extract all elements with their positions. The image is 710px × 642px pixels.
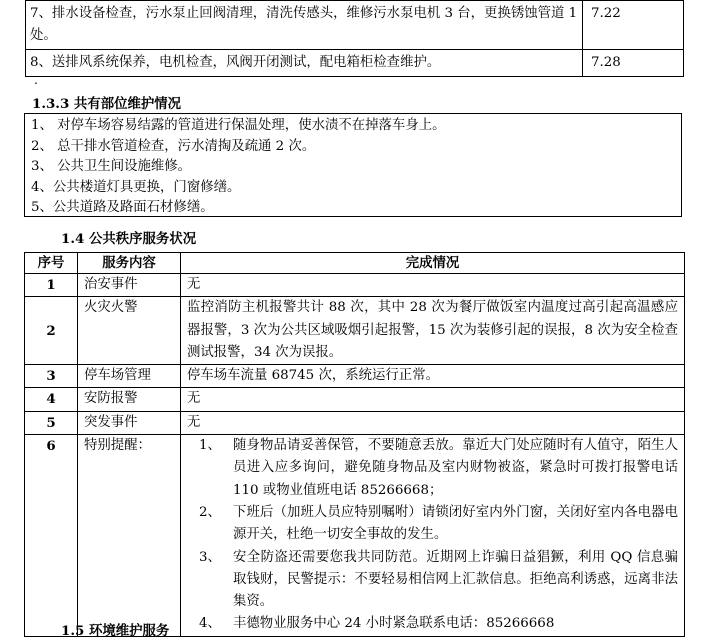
reminder-number: 3、 <box>199 549 221 565</box>
row-number: 1 <box>25 274 78 297</box>
public-order-service-table <box>24 252 685 637</box>
reminder-text: 随身物品请妥善保管，不要随意丢放。靠近大门处应随时有人值守，陌生人员进入应多询问，避免随身物品及室内财物被盗，紧急时可拨打报警电话 110 或物业值班电话 85266668； <box>233 438 678 498</box>
reminder-item <box>187 613 678 635</box>
row-number: 4 <box>25 388 78 411</box>
section-heading-1-3-3: 1.3.3 共有部位维护情况 <box>32 96 182 112</box>
section-heading-1-5: 1.5 环境维护服务 <box>61 623 170 639</box>
reminder-number: 4、 <box>199 616 221 632</box>
table-row <box>25 365 685 388</box>
list-item: 5、公共道路及路面石材修缮。 <box>31 200 214 216</box>
reminder-number: 1、 <box>199 438 221 454</box>
list-item: 4、公共楼道灯具更换，门窗修缮。 <box>31 179 241 195</box>
service-item: 火灾火警 <box>78 297 181 365</box>
row-number: 5 <box>25 411 78 434</box>
date-cell: 7.28 <box>583 50 684 77</box>
reminder-item <box>187 435 678 502</box>
stray-dot: . <box>34 73 38 87</box>
date-cell: 7.22 <box>583 1 684 50</box>
row-number: 3 <box>25 365 78 388</box>
row-number: 6 <box>25 435 78 637</box>
table-row <box>26 50 684 77</box>
result-cell: 停车场车流量 68745 次，系统运行正常。 <box>181 365 685 388</box>
table-row <box>25 411 685 434</box>
reminders-cell <box>181 435 685 637</box>
task-cell: 7、排水设备检查，污水泵止回阀清理，清洗传感头，维修污水泵电机 3 台，更换锈蚀管道 1 处。 <box>26 1 583 50</box>
table-header-row <box>25 253 685 274</box>
table-row <box>25 274 685 297</box>
result-cell: 监控消防主机报警共计 88 次，其中 28 次为餐厅做饭室内温度过高引起高温感应器报警，3 次为公共区域吸烟引起报警，15 次为装修引起的误报，8 次为安全检查测试报警，34 次为误报。 <box>181 297 685 365</box>
list-item: 2、 总干排水管道检查，污水清掏及疏通 2 次。 <box>31 138 316 154</box>
list-item: 3、 公共卫生间设施维修。 <box>31 159 192 175</box>
result-cell: 无 <box>181 274 685 297</box>
task-cell: 8、送排风系统保养，电机检查，风阀开闭测试，配电箱柜检查维护。 <box>26 50 583 77</box>
service-item: 安防报警 <box>78 388 181 411</box>
table-row <box>25 388 685 411</box>
reminder-text: 下班后（加班人员应特别嘱咐）请锁闭好室内外门窗，关闭好室内各电器电源开关，杜绝一切安全事故的发生。 <box>233 504 678 543</box>
section-heading-1-4: 1.4 公共秩序服务状况 <box>61 231 197 247</box>
common-area-maintenance-box <box>24 113 682 217</box>
reminder-text: 安全防盗还需要您我共同防范。近期网上诈骗日益猖獗，利用 QQ 信息骗取钱财，民警提示：不要轻易相信网上汇款信息。拒绝高利诱惑，远离非法集资。 <box>233 549 678 610</box>
reminder-text: 丰德物业服务中心 24 小时紧急联系电话：85266668 <box>233 616 555 632</box>
header-result: 完成情况 <box>181 253 685 274</box>
result-cell: 无 <box>181 411 685 434</box>
maintenance-log-table <box>25 0 684 77</box>
table-row <box>25 435 685 637</box>
table-row <box>26 1 684 50</box>
reminder-number: 2、 <box>199 504 221 520</box>
service-item: 突发事件 <box>78 411 181 434</box>
service-item: 治安事件 <box>78 274 181 297</box>
service-item: 停车场管理 <box>78 365 181 388</box>
list-item: 1、 对停车场容易结露的管道进行保温处理，使水渍不在掉落车身上。 <box>31 118 446 133</box>
result-cell: 无 <box>181 388 685 411</box>
header-no: 序号 <box>25 253 78 274</box>
header-item: 服务内容 <box>78 253 181 274</box>
table-row <box>25 297 685 365</box>
service-item: 特别提醒： <box>78 435 181 637</box>
reminder-item <box>187 547 678 614</box>
reminder-item <box>187 502 678 547</box>
row-number: 2 <box>25 297 78 365</box>
